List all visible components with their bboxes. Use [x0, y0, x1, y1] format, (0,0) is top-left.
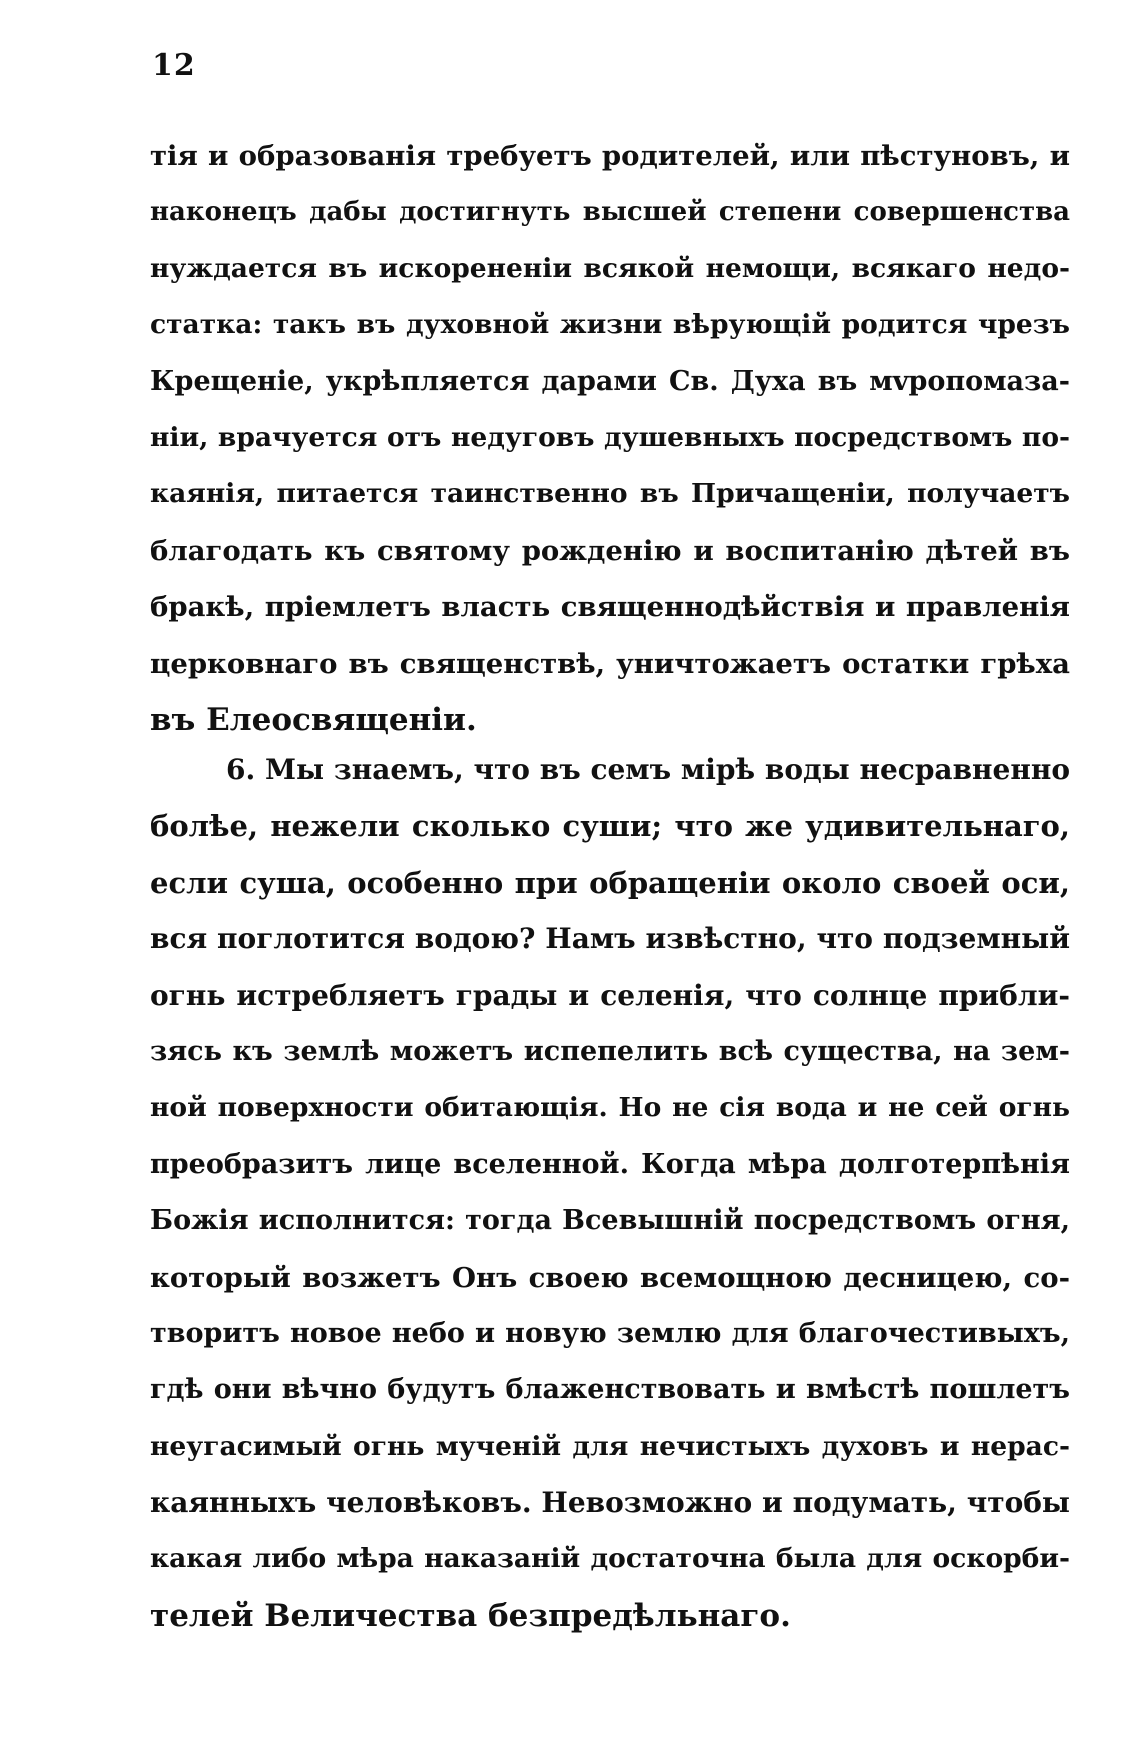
text-line: если суша, особенно при обращеніи около своей оси, — [150, 865, 1070, 900]
text-line: въ Елеосвященіи. — [150, 701, 477, 738]
text-line: творитъ новое небо и новую землю для благочестивыхъ, — [150, 1317, 1070, 1349]
paragraph-6 — [150, 742, 1070, 1644]
text-line: какая либо мѣра наказаній достаточна была для оскорби- — [150, 1543, 1070, 1575]
text-line: каянныхъ человѣковъ. Невозможно и подумать, чтобы — [150, 1486, 1070, 1520]
text-line: Божія исполнится: тогда Всевышній посредствомъ огня, — [150, 1205, 1070, 1237]
text-line: зясь къ землѣ можетъ испепелить всѣ существа, на зем- — [150, 1035, 1070, 1067]
text-line: тія и образованія требуетъ родителей, или пѣстуновъ, и — [150, 140, 1070, 172]
text-line: телей Величества безпредѣльнаго. — [150, 1597, 791, 1634]
text-line: каянія, питается таинственно въ Причащеніи, получаетъ — [150, 478, 1070, 510]
text-line: статка: такъ въ духовной жизни вѣрующій родится чрезъ — [150, 309, 1070, 341]
text-line: наконецъ дабы достигнуть высшей степени совершенства — [150, 197, 1070, 228]
text-line: вся поглотится водою? Намъ извѣстно, что подземный — [150, 922, 1070, 956]
text-line: церковнаго въ священствѣ, уничтожаетъ остатки грѣха — [150, 647, 1070, 680]
text-line: огнь истребляетъ грады и селенія, что солнце прибли- — [150, 978, 1070, 1012]
page-number: 12 — [152, 48, 196, 83]
text-line: преобразитъ лице вселенной. Когда мѣра долготерпѣнія — [150, 1148, 1070, 1180]
text-line: бракѣ, пріемлетъ власть священнодѣйствія и правленія — [150, 591, 1070, 624]
text-line: нуждается въ искорененіи всякой немощи, всякаго недо- — [150, 252, 1070, 284]
paragraph-sacraments — [150, 128, 1070, 748]
text-line: ніи, врачуется отъ недуговъ душевныхъ посредствомъ по- — [150, 421, 1070, 453]
text-line: благодать къ святому рожденію и воспитанію дѣтей въ — [150, 534, 1070, 567]
text-line: болѣе, нежели сколько суши; что же удивительнаго, — [150, 809, 1070, 844]
text-line: ной поверхности обитающія. Но не сія вода и не сей огнь — [150, 1092, 1070, 1124]
text-line: гдѣ они вѣчно будутъ блаженствовать и вмѣстѣ пошлетъ — [150, 1374, 1070, 1406]
text-line-first: 6. Мы знаемъ, что въ семъ мірѣ воды несравненно — [226, 753, 1070, 786]
text-line: Крещеніе, укрѣпляется дарами Св. Духа въ мvропомаза- — [150, 365, 1070, 397]
text-line: неугасимый огнь мученій для нечистыхъ духовъ и нерас- — [150, 1430, 1070, 1462]
text-line: который возжетъ Онъ своею всемощною десницею, со- — [150, 1261, 1070, 1294]
